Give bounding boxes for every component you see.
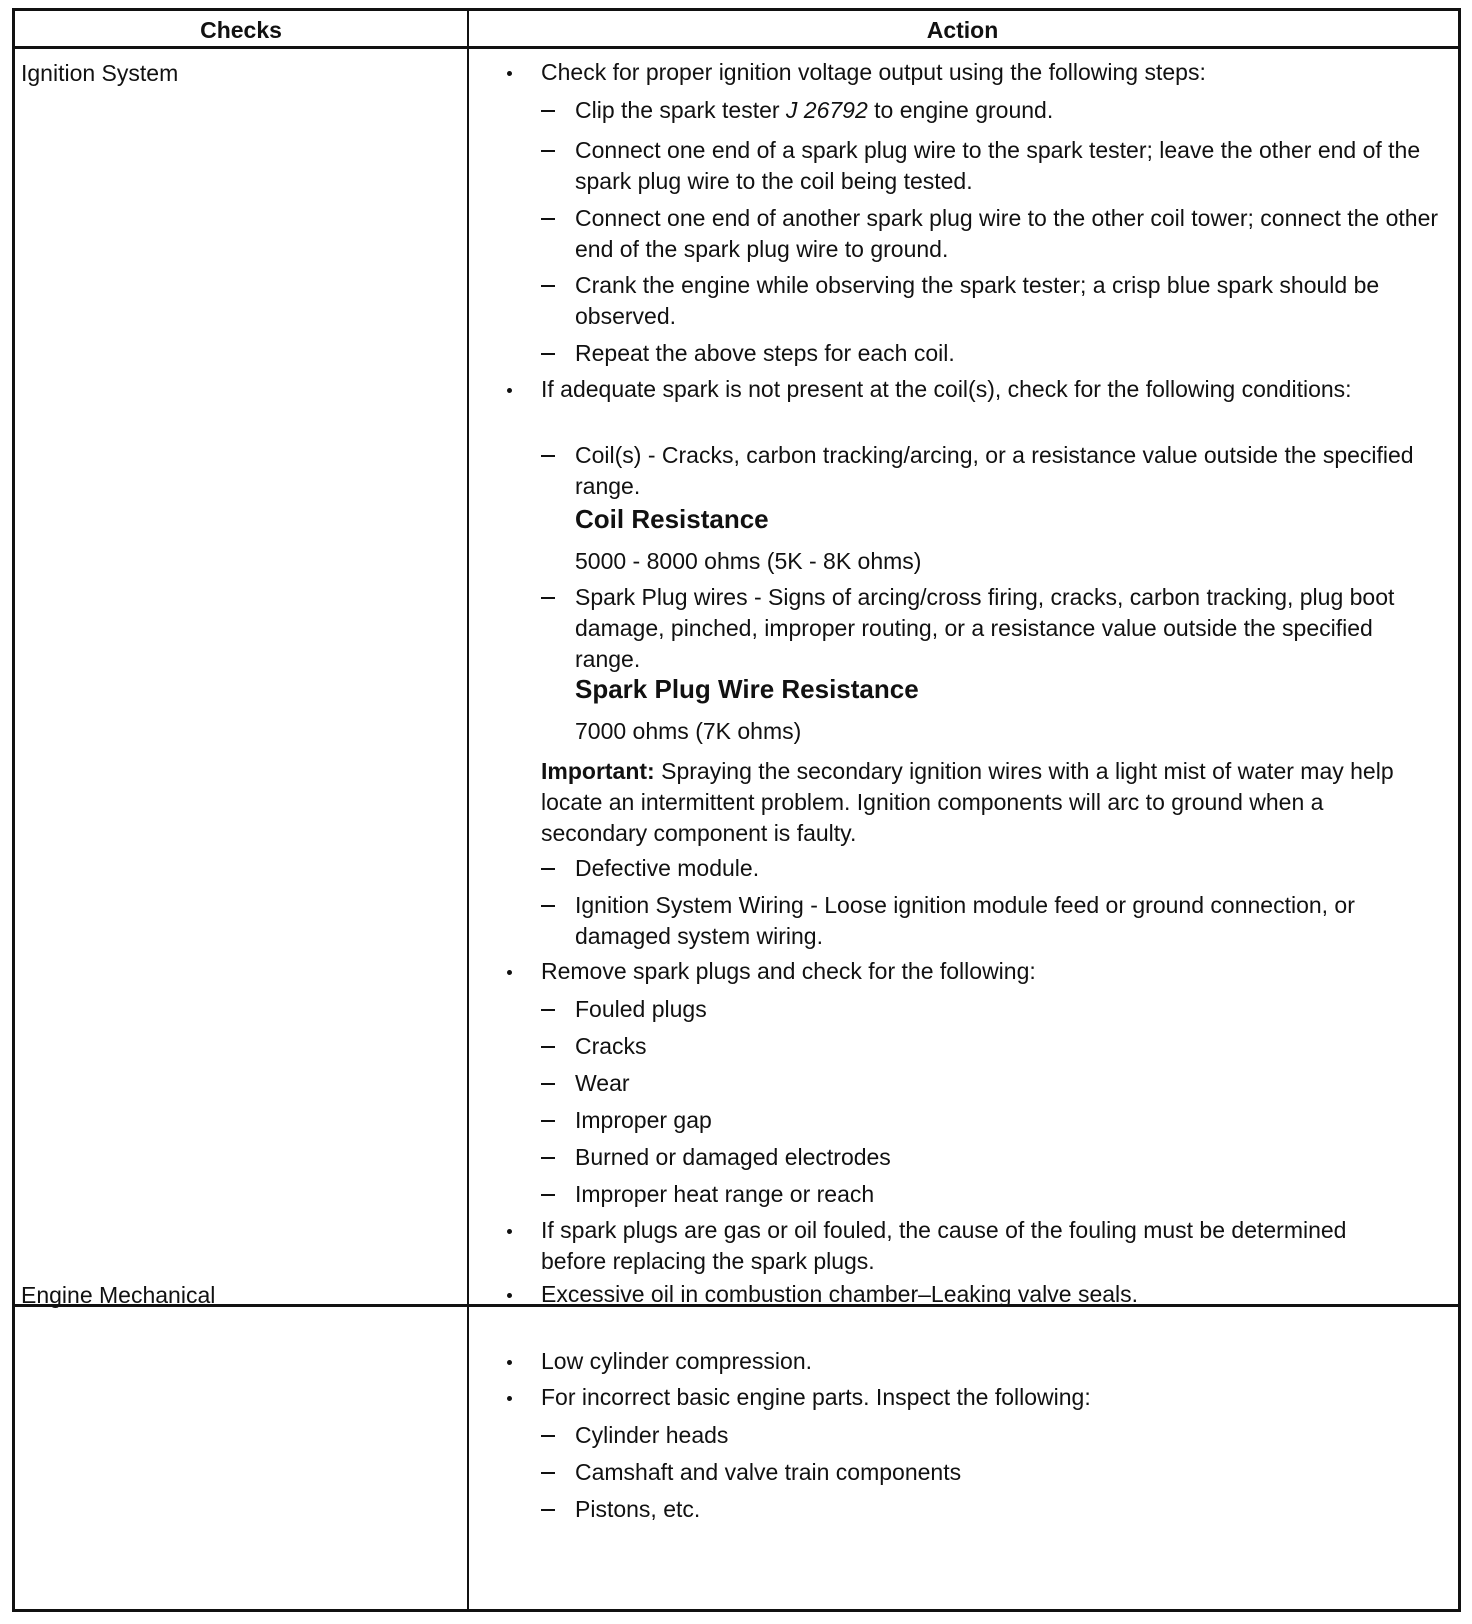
bullet-icon (507, 970, 512, 975)
item-text: Wear (575, 1070, 630, 1096)
tool-number: J 26792 (785, 97, 868, 123)
item-text: Ignition System Wiring - Loose ignition module feed or ground connection, or damaged system wiring. (575, 892, 1355, 949)
item-text: Improper gap (575, 1107, 712, 1133)
important-label: Important: (541, 758, 655, 784)
dash-icon (541, 218, 555, 220)
item-text: Repeat the above steps for each coil. (575, 340, 955, 366)
bullet-icon (507, 1293, 512, 1298)
coil-resistance-title: Coil Resistance (575, 504, 769, 534)
item-text: Fouled plugs (575, 996, 707, 1022)
dash-icon (541, 905, 555, 907)
table-header-row (15, 11, 1458, 49)
dash-icon (541, 1472, 555, 1474)
coil-resistance-value: 5000 - 8000 ohms (5K - 8K ohms) (575, 548, 922, 574)
item-text: Coil(s) - Cracks, carbon tracking/arcing, or a resistance value outside the specified range. (575, 442, 1414, 499)
important-text: Spraying the secondary ignition wires with a light mist of water may help locate an intermittent problem. Ignition components will arc to ground when a secondary component is faulty. (541, 758, 1394, 846)
header-checks: Checks (200, 17, 282, 43)
item-text: Check for proper ignition voltage output using the following steps: (541, 59, 1206, 85)
item-text: Crank the engine while observing the spark tester; a crisp blue spark should be observed. (575, 272, 1380, 329)
spark-plug-wire-resistance-value: 7000 ohms (7K ohms) (575, 718, 802, 744)
dash-icon (541, 1194, 555, 1196)
dash-icon (541, 1157, 555, 1159)
item-text: Defective module. (575, 855, 760, 881)
dash-icon (541, 1435, 555, 1437)
dash-icon (541, 1009, 555, 1011)
dash-icon (541, 353, 555, 355)
item-text: Connect one end of a spark plug wire to the spark tester; leave the other end of the spark plug wire to the coil being tested. (575, 137, 1421, 194)
bullet-icon (507, 1229, 512, 1234)
item-text: If spark plugs are gas or oil fouled, the cause of the fouling must be determined before replacing the spark plugs. (541, 1217, 1347, 1274)
item-text-part: Clip the spark tester (575, 97, 786, 123)
bullet-icon (507, 1396, 512, 1401)
dash-icon (541, 868, 555, 870)
dash-icon (541, 110, 555, 112)
item-text: Low cylinder compression. (541, 1348, 813, 1374)
column-divider (467, 11, 469, 1609)
bullet-icon (507, 1360, 512, 1365)
dash-icon (541, 1120, 555, 1122)
item-text: Spark Plug wires - Signs of arcing/cross firing, cracks, carbon tracking, plug boot damage, pinched, improper routing, or a resistance value outside the specified range. (575, 584, 1395, 672)
item-text: Excessive oil in combustion chamber–Leaking valve seals. (541, 1281, 1139, 1307)
dash-icon (541, 285, 555, 287)
item-text: For incorrect basic engine parts. Inspect the following: (541, 1384, 1091, 1410)
item-text: Connect one end of another spark plug wire to the other coil tower; connect the other end of the spark plug wire to ground. (575, 205, 1439, 262)
item-text: If adequate spark is not present at the coil(s), check for the following conditions: (541, 376, 1352, 402)
item-text: Burned or damaged electrodes (575, 1144, 891, 1170)
checks-action-table (12, 8, 1461, 1612)
dash-icon (541, 1046, 555, 1048)
item-text-part: to engine ground. (867, 97, 1054, 123)
bullet-icon (507, 388, 512, 393)
item-text: Pistons, etc. (575, 1496, 701, 1522)
important-note (541, 756, 1400, 849)
item-text: Camshaft and valve train components (575, 1459, 962, 1485)
item-text: Cracks (575, 1033, 647, 1059)
dash-icon (541, 597, 555, 599)
spark-plug-wire-resistance-title: Spark Plug Wire Resistance (575, 674, 919, 704)
check-engine-mechanical: Engine Mechanical (21, 1282, 216, 1308)
dash-icon (541, 1509, 555, 1511)
bullet-icon (507, 71, 512, 76)
dash-icon (541, 455, 555, 457)
item-text: Cylinder heads (575, 1422, 729, 1448)
item-text: Improper heat range or reach (575, 1181, 875, 1207)
item-text: Remove spark plugs and check for the following: (541, 958, 1036, 984)
dash-icon (541, 150, 555, 152)
check-ignition-system: Ignition System (21, 60, 179, 86)
header-action: Action (926, 17, 999, 43)
dash-icon (541, 1083, 555, 1085)
item-text (575, 95, 1440, 126)
